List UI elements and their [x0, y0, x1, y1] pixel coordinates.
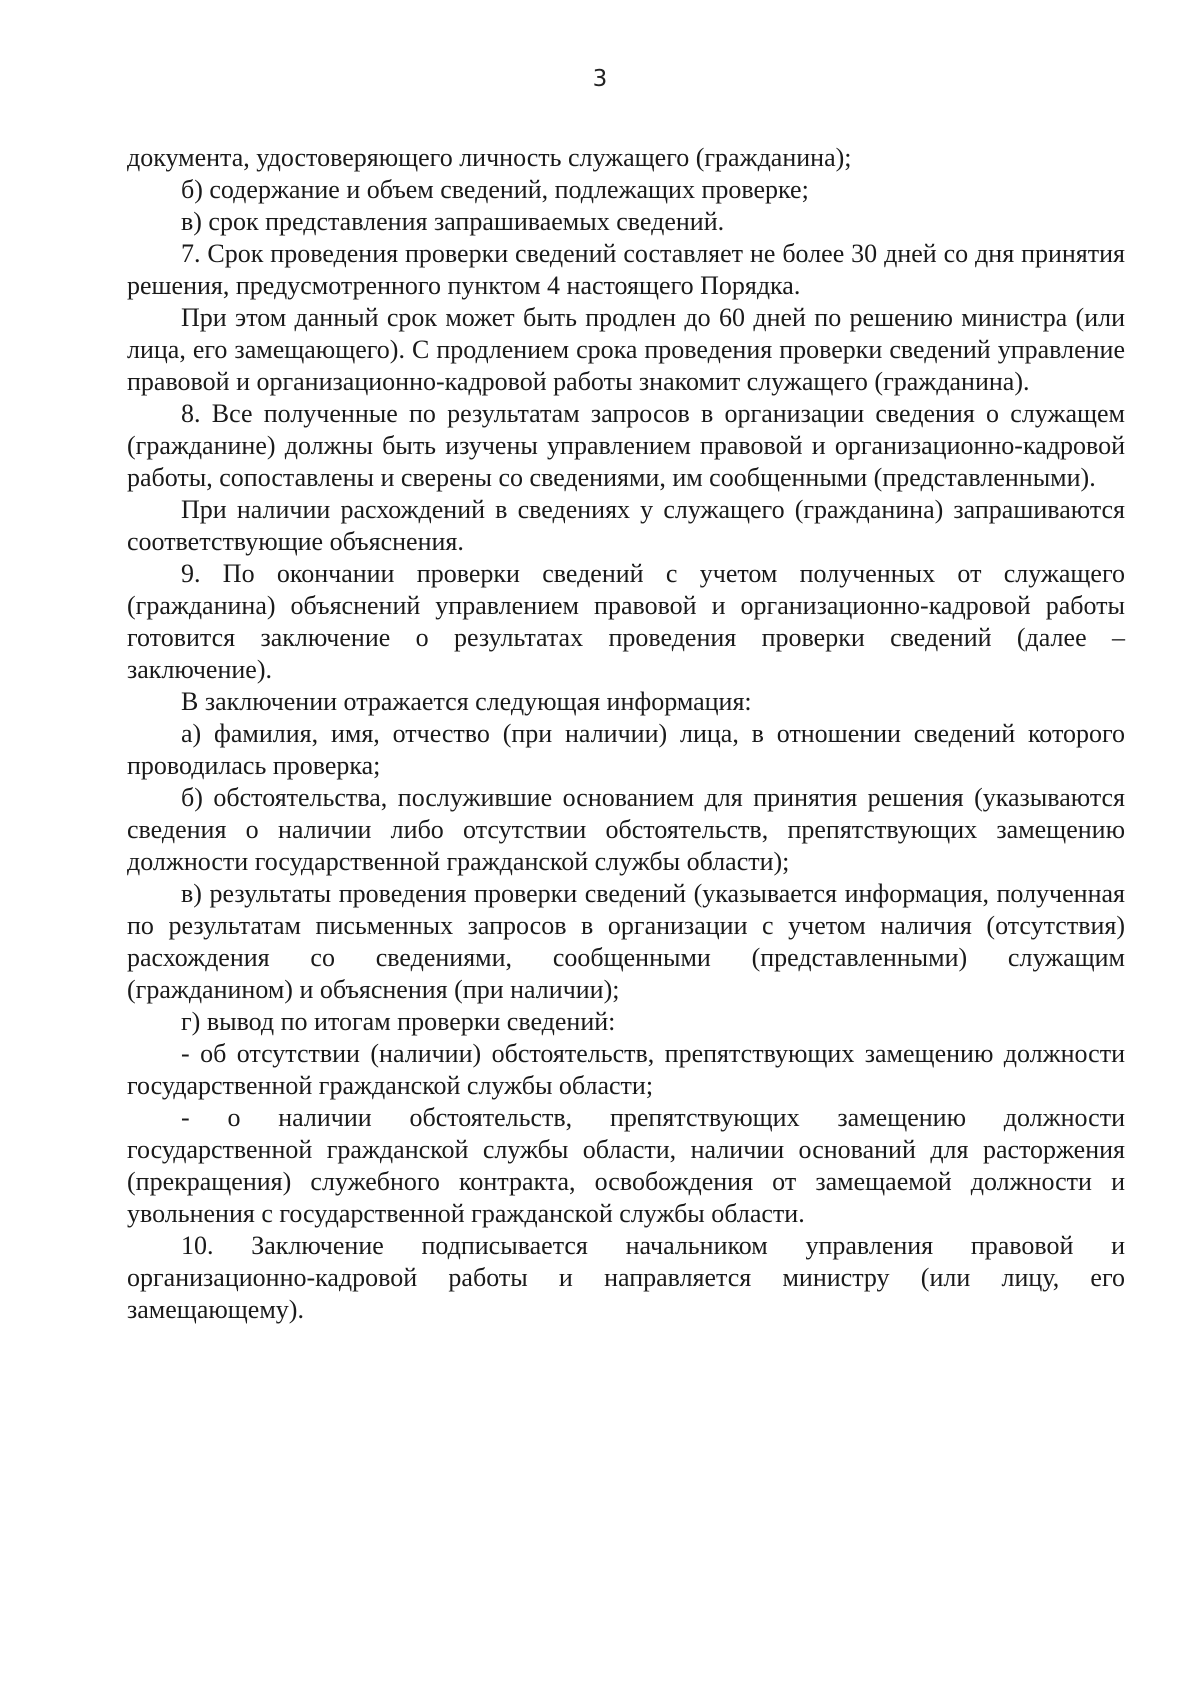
document-body [127, 142, 1125, 1326]
paragraph-9-item-g: г) вывод по итогам проверки сведений: [181, 1007, 616, 1036]
paragraph-9: 9. По окончании проверки сведений с учетом полученных от служащего (гражданина) объяснений управлением правовой и организационно-кадровой работы готовится заключение о результатах проведения проверки сведений (далее – заключение). [127, 559, 1125, 684]
paragraph-7: 7. Срок проведения проверки сведений составляет не более 30 дней со дня принятия решения, предусмотренного пунктом 4 настоящего Порядка. [127, 239, 1125, 300]
paragraph-9-item-g-absence: - об отсутствии (наличии) обстоятельств, препятствующих замещению должности государственной гражданской службы области; [127, 1039, 1125, 1100]
paragraph-9-conclusion-intro: В заключении отражается следующая информация: [181, 687, 752, 716]
paragraph-9-item-v: в) результаты проведения проверки сведений (указывается информация, полученная по результатам письменных запросов в организации с учетом наличия (отсутствия) расхождения со сведениями, сообщенными (представленными) служащим (гражданином) и объяснения (при наличии); [127, 879, 1125, 1004]
paragraph-7-extension: При этом данный срок может быть продлен до 60 дней по решению министра (или лица, его замещающего). С продлением срока проведения проверки сведений управление правовой и организационно-кадровой работы знакомит служащего (гражданина). [127, 303, 1125, 396]
paragraph-9-item-a: а) фамилия, имя, отчество (при наличии) лица, в отношении сведений которого проводилась проверка; [127, 719, 1125, 780]
paragraph-8: 8. Все полученные по результатам запросов в организации сведения о служащем (гражданине) должны быть изучены управлением правовой и организационно-кадровой работы, сопоставлены и сверены со сведениями, им сообщенными (представленными). [127, 399, 1125, 492]
paragraph-item-b: б) содержание и объем сведений, подлежащих проверке; [181, 175, 809, 204]
paragraph-continuation: документа, удостоверяющего личность служащего (гражданина); [127, 143, 852, 172]
paragraph-item-v: в) срок представления запрашиваемых сведений. [181, 207, 725, 236]
paragraph-9-item-b: б) обстоятельства, послужившие основанием для принятия решения (указываются сведения о наличии либо отсутствии обстоятельств, препятствующих замещению должности государственной гражданской службы области); [127, 783, 1125, 876]
paragraph-9-item-g-presence: - о наличии обстоятельств, препятствующих замещению должности государственной гражданской службы области, наличии оснований для расторжения (прекращения) служебного контракта, освобождения от замещаемой должности и увольнения с государственной гражданской службы области. [127, 1103, 1125, 1228]
paragraph-10: 10. Заключение подписывается начальником управления правовой и организационно-кадровой работы и направляется министру (или лицу, его замещающему). [127, 1231, 1125, 1324]
paragraph-8-discrepancies: При наличии расхождений в сведениях у служащего (гражданина) запрашиваются соответствующие объяснения. [127, 495, 1125, 556]
page-number: 3 [592, 66, 608, 92]
